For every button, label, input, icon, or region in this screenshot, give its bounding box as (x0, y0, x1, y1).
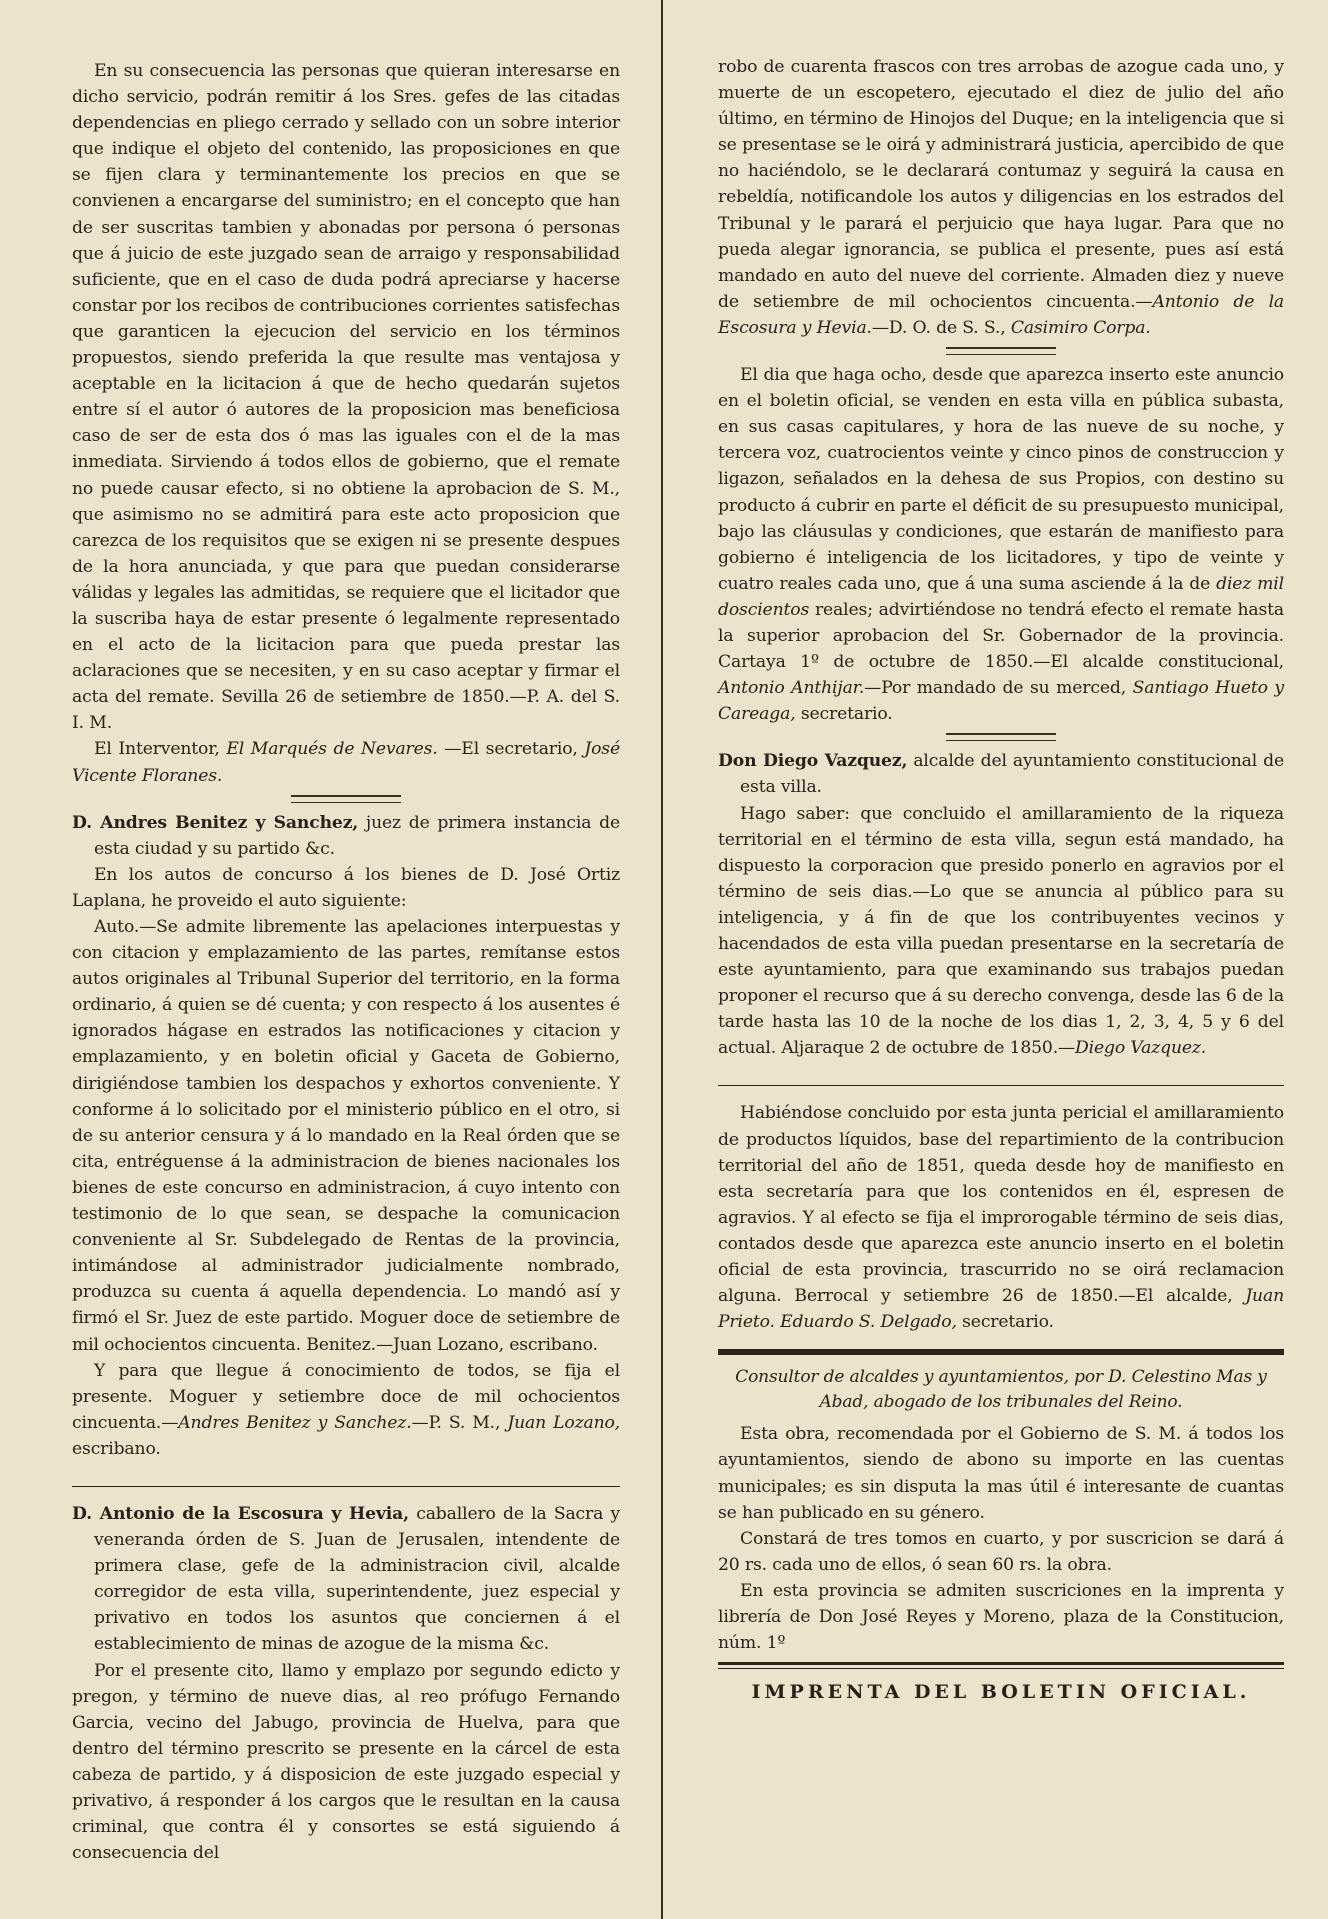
notice-berrocal: Habiéndose concluido por esta junta pericial el amillaramiento de productos líquidos, base del repartimiento de la contribucion territorial del año de 1851, queda desde hoy de manifiesto en esta secretaría para que los contenidos en él, espresen de agravios. Y al efecto se fija el improrogable término de seis dias, contados desde que aparezca este anuncio inserto en el boletin oficial de esta provincia, trascurrido no se oirá reclamacion alguna. Berrocal y setiembre 26 de 1850.—El alcalde, Juan Prieto. Eduardo S. Delgado, secretario. (718, 1103, 1284, 1333)
advert-subscriptions: En esta provincia se admiten suscriciones en la imprenta y librería de Don José Reyes y Moreno, plaza de la Constitucion, núm. 1º (718, 1580, 1284, 1654)
notice-supply-body: En su consecuencia las personas que quieran interesarse en dicho servicio, podrán remitir á los Sres. gefes de las citadas dependencias en pliego cerrado y sellado con un sobre interior que indique el objeto del contenido, las proposiciones en que se fijen clara y terminantemente los precios en que se convienen a encargarse del suministro; en el concepto que han de ser suscritas tambien y abonadas por persona ó personas que á juicio de este juzgado sean de arraigo y responsabilidad suficiente, que en el caso de duda podrá apreciarse y hacerse constar por los recibos de contribuciones corrientes satisfechas que garanticen la ejecucion del servicio en los términos propuestos, siendo preferida la que resulte mas ventajosa y aceptable en la licitacion á que de hecho quedarán sujetos entre sí el autor ó autores de la proposicion mas beneficiosa caso de ser de esta dos ó mas las iguales con el de la mas inmediata. Sirviendo á todos ellos de gobierno, que el remate no puede causar efecto, si no obtiene la aprobacion de S. M., que asimismo no se admitirá para este acto proposicion que carezca de los requisitos que se exigen ni se presente despues de la hora anunciada, y que para que puedan considerarse válidas y legales las admitidas, se requiere que el licitador que la suscriba haya de estar presente ó legalmente representado en el acto de la licitacion para que pueda prestar las aclaraciones que se necesiten, y en su caso aceptar y firmar el acta del remate. Sevilla 26 de setiembre de 1850.—P. A. del S. I. M. (72, 61, 620, 734)
notice-escosura-body: Por el presente cito, llamo y emplazo por segundo edicto y pregon, y término de nueve dias, al reo prófugo Fernando Garcia, vecino del Jabugo, provincia de Huelva, para que dentro del término prescrito se presente en la cárcel de esta cabeza de partido, y á disposicion de este juzgado especial y privativo, á responder á los cargos que le resultan en la causa criminal, que contra él y consortes se está siguiendo á consecuencia del (72, 1660, 620, 1864)
notice-escosura-heading: D. Antonio de la Escosura y Hevia, caballero de la Sacra y veneranda órden de S. Juan de Jerusalen, intendente de primera clase, gefe de la administracion civil, alcalde corregidor de esta villa, superintendente, juez especial y privativo en todos los asuntos que conciernen á el establecimiento de minas de azogue de la misma &c. (72, 1503, 620, 1655)
section-separator (718, 733, 1284, 741)
column-divider (661, 0, 663, 1919)
notice-supply-signature: El Interventor, El Marqués de Nevares. —El secretario, José Vicente Floranes. (72, 739, 620, 786)
advert-price: Constará de tres tomos en cuarto, y por suscricion se dará á 20 rs. cada uno de ellos, ó sean 60 rs. la obra. (718, 1528, 1284, 1575)
notice-benitez-auto: Auto.—Se admite libremente las apelaciones interpuestas y con citacion y emplazamiento de las partes, remítanse estos autos originales al Tribunal Superior del territorio, en la forma ordinario, á quien se dé cuenta; y con respecto á los ausentes é ignorados hágase en estrados las notificaciones y citacion y emplazamiento, y en boletin oficial y Gaceta de Gobierno, dirigiéndose tambien los despachos y exhortos conveniente. Y conforme á lo solicitado por el ministerio público en el otro, si de su anterior censura y á lo mandado en la Real órden que se cita, entréguense á la administracion de bienes nacionales los bienes de este concurso en administracion, á cuyo intento con testimonio de lo que sean, se despache la comunicacion conveniente al Sr. Subdelegado de Rentas de la provincia, intimándose al administrador judicialmente nombrado, produzca su cuenta á aquella dependencia. Lo mandó así y firmó el Sr. Juez de este partido. Moguer doce de setiembre de mil ochocientos cincuenta. Benitez.—Juan Lozano, escribano. (72, 917, 620, 1355)
right-column (718, 54, 1284, 1703)
advert-body: Esta obra, recomendada por el Gobierno de S. M. á todos los ayuntamientos, siendo de abono su importe en las cuentas municipales; es sin disputa la mas útil é interesante de cuantas se han publicado en su género. (718, 1424, 1284, 1523)
notice-benitez-intro: En los autos de concurso á los bienes de D. José Ortiz Laplana, he proveido el auto siguiente: (72, 864, 620, 911)
advert-title: Consultor de alcaldes y ayuntamientos, por D. Celestino Mas y Abad, abogado de los tribunales del Reino. (735, 1367, 1267, 1413)
section-rule (72, 1486, 620, 1487)
notice-benitez-closing: Y para que llegue á conocimiento de todos, se fija el presente. Moguer y setiembre doce de mil ochocientos cincuenta.—Andres Benitez y Sanchez.—P. S. M., Juan Lozano, escribano. (72, 1360, 620, 1459)
notice-escosura-continued: robo de cuarenta frascos con tres arrobas de azogue cada uno, y muerte de un escopetero, ejecutado el diez de julio del año último, en término de Hinojos del Duque; en la inteligencia que si se presentase se le oirá y administrará justicia, apercibido de que no haciéndolo, se le declarará contumaz y seguirá la causa en rebeldía, notificandole los autos y diligencias en los estrados del Tribunal y le parará el perjuicio que haya lugar. Para que no pueda alegar ignorancia, se publica el presente, pues así está mandado en auto del nueve del corriente. Almaden diez y nueve de setiembre de mil ochocientos cincuenta.—Antonio de la Escosura y Hevia.—D. O. de S. S., Casimiro Corpa. (718, 57, 1285, 338)
notice-vazquez-heading: Don Diego Vazquez, alcalde del ayuntamiento constitucional de esta villa. (718, 751, 1284, 798)
section-rule (718, 1085, 1284, 1086)
notice-vazquez-body: Hago saber: que concluido el amillaramiento de la riqueza territorial en el término de esta villa, segun está mandado, ha dispuesto la corporacion que presido ponerlo en agravios por el término de seis dias.—Lo que se anuncia al público para su inteligencia, y á fin de que los contribuyentes vecinos y hacendados de esta villa puedan presentarse en la secretaría de este ayuntamiento, para que examinando sus trabajos puedan proponer el recurso que á su derecho convenga, desde las 6 de la tarde hasta las 10 de la noche de los dias 1, 2, 3, 4, 5 y 6 del actual. Aljaraque 2 de octubre de 1850.—Diego Vazquez. (718, 803, 1284, 1059)
notice-cartaya: El dia que haga ocho, desde que aparezca inserto este anuncio en el boletin oficial, se venden en esta villa en pública subasta, en sus casas capitulares, y hora de las nueve de su noche, y tercera voz, cuatrocientos veinte y cinco pinos de construccion y ligazon, señalados en la dehesa de sus Propios, con destino su producto á cubrir en parte el déficit de su presupuesto municipal, bajo las cláusulas y condiciones, que estarán de manifiesto para gobierno é inteligencia de los licitadores, y tipo de veinte y cuatro reales cada uno, que á una suma asciende á la de diez mil doscientos reales; advirtiéndose no tendrá efecto el remate hasta la superior aprobacion del Sr. Gobernador de la provincia. Cartaya 1º de octubre de 1850.—El alcalde constitucional, Antonio Anthijar.—Por mandado de su merced, Santiago Hueto y Careaga, secretario. (718, 365, 1284, 725)
footer-rule (718, 1662, 1284, 1669)
printer-imprint: IMPRENTA DEL BOLETIN OFICIAL. (751, 1681, 1251, 1704)
section-separator (72, 795, 620, 803)
left-column (72, 58, 620, 1866)
notice-benitez-heading: D. Andres Benitez y Sanchez, juez de primera instancia de esta ciudad y su partido &c. (72, 812, 620, 859)
advert-rule (718, 1349, 1284, 1355)
section-separator (718, 347, 1284, 355)
